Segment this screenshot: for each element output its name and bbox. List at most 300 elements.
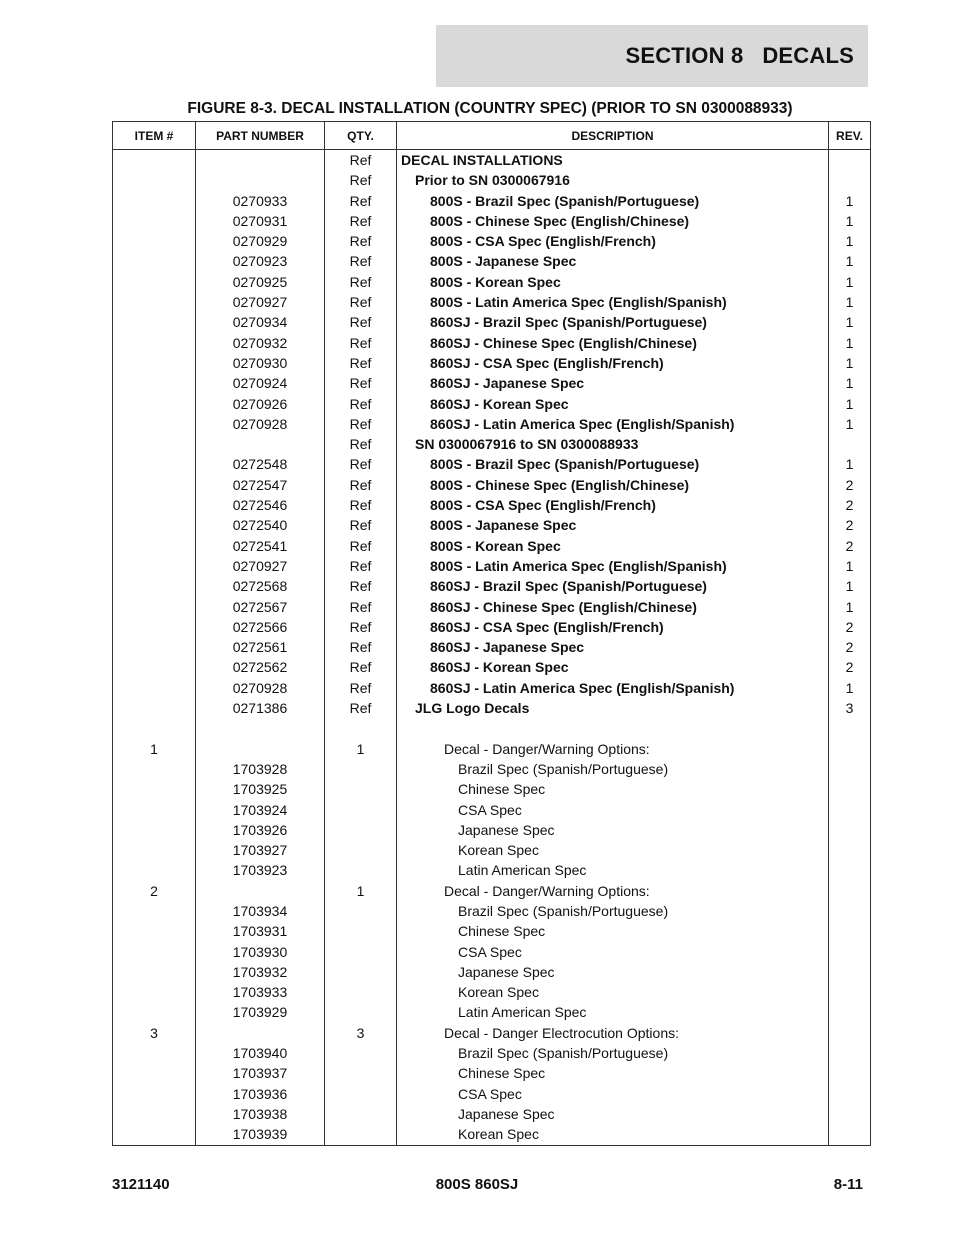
qty-cell: Ref	[325, 150, 397, 171]
part-number-cell: 0271386	[196, 698, 325, 718]
item-cell	[113, 1124, 196, 1144]
item-cell	[113, 1002, 196, 1022]
table-row	[113, 272, 871, 292]
item-cell	[113, 759, 196, 779]
item-cell	[113, 698, 196, 718]
table-row	[113, 1063, 871, 1083]
table-row	[113, 495, 871, 515]
description-cell: Chinese Spec	[397, 921, 829, 941]
filler-cell	[397, 1145, 829, 1146]
rev-cell: 3	[829, 698, 871, 718]
qty-cell: Ref	[325, 231, 397, 251]
description-cell: 860SJ - Latin America Spec (English/Spanish)	[397, 678, 829, 698]
description-cell: Latin American Spec	[397, 860, 829, 880]
rev-cell	[829, 759, 871, 779]
qty-cell: Ref	[325, 170, 397, 190]
qty-cell	[325, 1084, 397, 1104]
qty-cell: Ref	[325, 515, 397, 535]
part-number-cell: 0270931	[196, 211, 325, 231]
item-cell	[113, 394, 196, 414]
table-row	[113, 759, 871, 779]
qty-cell: Ref	[325, 657, 397, 677]
qty-cell: Ref	[325, 495, 397, 515]
description-cell: 860SJ - Brazil Spec (Spanish/Portuguese)	[397, 312, 829, 332]
description-cell: Korean Spec	[397, 1124, 829, 1144]
filler-cell	[113, 1145, 196, 1146]
rev-cell	[829, 1084, 871, 1104]
rev-cell	[829, 942, 871, 962]
part-number-cell: 0270926	[196, 394, 325, 414]
table-row	[113, 576, 871, 596]
table-row	[113, 657, 871, 677]
table-row	[113, 170, 871, 190]
description-cell: Brazil Spec (Spanish/Portuguese)	[397, 1043, 829, 1063]
qty-cell	[325, 800, 397, 820]
parts-table-body	[113, 150, 871, 1146]
rev-cell: 2	[829, 617, 871, 637]
table-row	[113, 292, 871, 312]
part-number-cell	[196, 1023, 325, 1043]
item-cell	[113, 942, 196, 962]
item-cell	[113, 191, 196, 211]
column-header-item: ITEM #	[113, 122, 196, 150]
description-cell: 800S - Chinese Spec (English/Chinese)	[397, 211, 829, 231]
description-cell: 800S - Korean Spec	[397, 272, 829, 292]
part-number-cell	[196, 881, 325, 901]
description-cell: Prior to SN 0300067916	[397, 170, 829, 190]
description-cell: CSA Spec	[397, 942, 829, 962]
table-row	[113, 556, 871, 576]
qty-cell	[325, 820, 397, 840]
description-cell: Decal - Danger/Warning Options:	[397, 881, 829, 901]
qty-cell	[325, 1124, 397, 1144]
rev-cell: 1	[829, 414, 871, 434]
qty-cell: Ref	[325, 333, 397, 353]
table-row	[113, 1043, 871, 1063]
rev-cell	[829, 800, 871, 820]
rev-cell	[829, 718, 871, 738]
qty-cell: 1	[325, 739, 397, 759]
item-cell	[113, 800, 196, 820]
description-cell: CSA Spec	[397, 800, 829, 820]
qty-cell	[325, 1104, 397, 1124]
table-row	[113, 515, 871, 535]
part-number-cell	[196, 718, 325, 738]
part-number-cell: 1703923	[196, 860, 325, 880]
description-cell: 860SJ - Brazil Spec (Spanish/Portuguese)	[397, 576, 829, 596]
part-number-cell: 0272566	[196, 617, 325, 637]
table-row	[113, 617, 871, 637]
description-cell: Decal - Danger/Warning Options:	[397, 739, 829, 759]
description-cell: 860SJ - Chinese Spec (English/Chinese)	[397, 333, 829, 353]
rev-cell: 1	[829, 556, 871, 576]
item-cell	[113, 1104, 196, 1124]
rev-cell: 1	[829, 373, 871, 393]
description-cell: 800S - Latin America Spec (English/Spanish)	[397, 556, 829, 576]
item-cell	[113, 231, 196, 251]
table-row	[113, 779, 871, 799]
description-cell: Chinese Spec	[397, 1063, 829, 1083]
item-cell	[113, 779, 196, 799]
item-cell	[113, 454, 196, 474]
qty-cell	[325, 840, 397, 860]
rev-cell	[829, 150, 871, 171]
description-cell: 860SJ - CSA Spec (English/French)	[397, 353, 829, 373]
qty-cell	[325, 1002, 397, 1022]
part-number-cell: 0272546	[196, 495, 325, 515]
table-row	[113, 698, 871, 718]
rev-cell	[829, 434, 871, 454]
qty-cell: Ref	[325, 292, 397, 312]
rev-cell	[829, 982, 871, 1002]
rev-cell: 1	[829, 394, 871, 414]
part-number-cell: 1703925	[196, 779, 325, 799]
qty-cell: Ref	[325, 678, 397, 698]
item-cell	[113, 1063, 196, 1083]
part-number-cell: 0272548	[196, 454, 325, 474]
table-row	[113, 373, 871, 393]
qty-cell: Ref	[325, 536, 397, 556]
table-row	[113, 921, 871, 941]
parts-table	[112, 121, 871, 1146]
item-cell	[113, 353, 196, 373]
table-row	[113, 901, 871, 921]
rev-cell	[829, 739, 871, 759]
footer-page-number: 8-11	[833, 1176, 863, 1193]
rev-cell	[829, 1124, 871, 1144]
qty-cell: Ref	[325, 251, 397, 271]
part-number-cell: 0272567	[196, 597, 325, 617]
item-cell	[113, 718, 196, 738]
table-row	[113, 942, 871, 962]
item-cell: 2	[113, 881, 196, 901]
item-cell	[113, 962, 196, 982]
part-number-cell: 0270927	[196, 292, 325, 312]
part-number-cell: 1703936	[196, 1084, 325, 1104]
table-row	[113, 1124, 871, 1144]
table-row	[113, 333, 871, 353]
item-cell	[113, 536, 196, 556]
filler-cell	[325, 1145, 397, 1146]
rev-cell: 1	[829, 272, 871, 292]
item-cell	[113, 211, 196, 231]
description-cell: 800S - CSA Spec (English/French)	[397, 495, 829, 515]
part-number-cell: 0270934	[196, 312, 325, 332]
rev-cell: 2	[829, 657, 871, 677]
item-cell	[113, 657, 196, 677]
qty-cell: 1	[325, 881, 397, 901]
qty-cell: Ref	[325, 597, 397, 617]
description-cell: 860SJ - Chinese Spec (English/Chinese)	[397, 597, 829, 617]
part-number-cell	[196, 150, 325, 171]
table-row	[113, 231, 871, 251]
rev-cell	[829, 1023, 871, 1043]
qty-cell: Ref	[325, 556, 397, 576]
part-number-cell: 0272540	[196, 515, 325, 535]
part-number-cell: 0270925	[196, 272, 325, 292]
table-row	[113, 394, 871, 414]
part-number-cell: 0270933	[196, 191, 325, 211]
part-number-cell	[196, 170, 325, 190]
part-number-cell: 1703928	[196, 759, 325, 779]
item-cell	[113, 901, 196, 921]
table-row	[113, 414, 871, 434]
item-cell	[113, 820, 196, 840]
part-number-cell: 0270928	[196, 678, 325, 698]
item-cell: 1	[113, 739, 196, 759]
item-cell	[113, 840, 196, 860]
part-number-cell: 1703937	[196, 1063, 325, 1083]
rev-cell: 1	[829, 353, 871, 373]
description-cell: 800S - Korean Spec	[397, 536, 829, 556]
table-row	[113, 1023, 871, 1043]
figure-title: FIGURE 8-3. DECAL INSTALLATION (COUNTRY SPEC) (PRIOR TO SN 0300088933)	[187, 100, 793, 117]
item-cell	[113, 556, 196, 576]
description-cell: Japanese Spec	[397, 1104, 829, 1124]
qty-cell: Ref	[325, 272, 397, 292]
column-header-part-number: PART NUMBER	[196, 122, 325, 150]
qty-cell: Ref	[325, 576, 397, 596]
rev-cell	[829, 921, 871, 941]
part-number-cell: 1703924	[196, 800, 325, 820]
footer-document-number: 3121140	[112, 1176, 170, 1193]
rev-cell	[829, 1104, 871, 1124]
description-cell: 800S - Brazil Spec (Spanish/Portuguese)	[397, 191, 829, 211]
description-cell: 860SJ - CSA Spec (English/French)	[397, 617, 829, 637]
part-number-cell: 1703933	[196, 982, 325, 1002]
qty-cell: Ref	[325, 698, 397, 718]
description-cell: Chinese Spec	[397, 779, 829, 799]
rev-cell	[829, 1002, 871, 1022]
part-number-cell: 0272547	[196, 475, 325, 495]
item-cell	[113, 921, 196, 941]
qty-cell	[325, 942, 397, 962]
qty-cell	[325, 921, 397, 941]
item-cell	[113, 333, 196, 353]
rev-cell: 1	[829, 678, 871, 698]
column-header-description: DESCRIPTION	[397, 122, 829, 150]
qty-cell: Ref	[325, 637, 397, 657]
qty-cell	[325, 779, 397, 799]
rev-cell	[829, 901, 871, 921]
table-row	[113, 211, 871, 231]
qty-cell: Ref	[325, 373, 397, 393]
rev-cell: 2	[829, 475, 871, 495]
rev-cell: 2	[829, 536, 871, 556]
item-cell	[113, 312, 196, 332]
qty-cell: Ref	[325, 434, 397, 454]
column-header-qty: QTY.	[325, 122, 397, 150]
part-number-cell: 0272568	[196, 576, 325, 596]
table-row	[113, 454, 871, 474]
item-cell	[113, 1084, 196, 1104]
qty-cell	[325, 718, 397, 738]
rev-cell	[829, 779, 871, 799]
rev-cell: 1	[829, 333, 871, 353]
rev-cell	[829, 820, 871, 840]
item-cell	[113, 860, 196, 880]
rev-cell	[829, 860, 871, 880]
item-cell	[113, 637, 196, 657]
table-row	[113, 962, 871, 982]
part-number-cell: 1703926	[196, 820, 325, 840]
section-title: SECTION 8 DECALS	[625, 43, 854, 68]
table-row	[113, 1084, 871, 1104]
description-cell	[397, 718, 829, 738]
part-number-cell: 1703929	[196, 1002, 325, 1022]
item-cell	[113, 251, 196, 271]
rev-cell: 1	[829, 211, 871, 231]
description-cell: Latin American Spec	[397, 1002, 829, 1022]
description-cell: 800S - Brazil Spec (Spanish/Portuguese)	[397, 454, 829, 474]
item-cell	[113, 617, 196, 637]
item-cell	[113, 678, 196, 698]
part-number-cell	[196, 434, 325, 454]
qty-cell	[325, 901, 397, 921]
item-cell	[113, 982, 196, 1002]
table-row	[113, 1002, 871, 1022]
qty-cell: 3	[325, 1023, 397, 1043]
rev-cell	[829, 1063, 871, 1083]
qty-cell: Ref	[325, 191, 397, 211]
qty-cell: Ref	[325, 617, 397, 637]
table-row	[113, 191, 871, 211]
rev-cell	[829, 1043, 871, 1063]
table-row	[113, 150, 871, 171]
table-row	[113, 637, 871, 657]
part-number-cell: 0270927	[196, 556, 325, 576]
qty-cell	[325, 982, 397, 1002]
table-row	[113, 353, 871, 373]
table-row	[113, 1104, 871, 1124]
item-cell	[113, 1043, 196, 1063]
part-number-cell: 0272562	[196, 657, 325, 677]
filler-cell	[829, 1145, 871, 1146]
description-cell: Brazil Spec (Spanish/Portuguese)	[397, 901, 829, 921]
description-cell: Brazil Spec (Spanish/Portuguese)	[397, 759, 829, 779]
table-row	[113, 312, 871, 332]
description-cell: 800S - Japanese Spec	[397, 515, 829, 535]
description-cell: 800S - Japanese Spec	[397, 251, 829, 271]
item-cell	[113, 150, 196, 171]
table-row	[113, 739, 871, 759]
qty-cell: Ref	[325, 394, 397, 414]
part-number-cell: 0270924	[196, 373, 325, 393]
qty-cell: Ref	[325, 475, 397, 495]
table-row	[113, 251, 871, 271]
part-number-cell	[196, 739, 325, 759]
qty-cell	[325, 1043, 397, 1063]
table-filler-row	[113, 1145, 871, 1146]
rev-cell: 1	[829, 292, 871, 312]
description-cell: JLG Logo Decals	[397, 698, 829, 718]
item-cell	[113, 515, 196, 535]
description-cell: Decal - Danger Electrocution Options:	[397, 1023, 829, 1043]
qty-cell	[325, 962, 397, 982]
column-header-rev: REV.	[829, 122, 871, 150]
footer-model: 800S 860SJ	[435, 1176, 519, 1193]
qty-cell	[325, 860, 397, 880]
rev-cell: 1	[829, 251, 871, 271]
table-row	[113, 434, 871, 454]
table-row	[113, 597, 871, 617]
description-cell: SN 0300067916 to SN 0300088933	[397, 434, 829, 454]
section-header	[436, 25, 868, 87]
part-number-cell: 1703939	[196, 1124, 325, 1144]
part-number-cell: 1703930	[196, 942, 325, 962]
qty-cell: Ref	[325, 353, 397, 373]
part-number-cell: 1703927	[196, 840, 325, 860]
item-cell	[113, 414, 196, 434]
description-cell: 860SJ - Latin America Spec (English/Spanish)	[397, 414, 829, 434]
item-cell	[113, 475, 196, 495]
table-row	[113, 475, 871, 495]
rev-cell: 1	[829, 191, 871, 211]
item-cell	[113, 272, 196, 292]
part-number-cell: 0272541	[196, 536, 325, 556]
qty-cell	[325, 1063, 397, 1083]
qty-cell: Ref	[325, 454, 397, 474]
filler-cell	[196, 1145, 325, 1146]
rev-cell	[829, 170, 871, 190]
table-header-row	[113, 122, 871, 150]
rev-cell	[829, 881, 871, 901]
description-cell: 860SJ - Korean Spec	[397, 657, 829, 677]
item-cell	[113, 576, 196, 596]
part-number-cell: 1703934	[196, 901, 325, 921]
rev-cell: 1	[829, 576, 871, 596]
table-row	[113, 840, 871, 860]
description-cell: Korean Spec	[397, 982, 829, 1002]
description-cell: 860SJ - Korean Spec	[397, 394, 829, 414]
description-cell: Korean Spec	[397, 840, 829, 860]
part-number-cell: 1703938	[196, 1104, 325, 1124]
item-cell: 3	[113, 1023, 196, 1043]
part-number-cell: 0270932	[196, 333, 325, 353]
part-number-cell: 0272561	[196, 637, 325, 657]
table-row	[113, 718, 871, 738]
part-number-cell: 0270930	[196, 353, 325, 373]
table-row	[113, 982, 871, 1002]
rev-cell: 1	[829, 454, 871, 474]
part-number-cell: 0270923	[196, 251, 325, 271]
table-row	[113, 881, 871, 901]
rev-cell: 2	[829, 515, 871, 535]
qty-cell: Ref	[325, 211, 397, 231]
rev-cell	[829, 840, 871, 860]
description-cell: 800S - CSA Spec (English/French)	[397, 231, 829, 251]
item-cell	[113, 434, 196, 454]
table-row	[113, 860, 871, 880]
rev-cell: 1	[829, 312, 871, 332]
item-cell	[113, 292, 196, 312]
part-number-cell: 1703932	[196, 962, 325, 982]
part-number-cell: 1703931	[196, 921, 325, 941]
rev-cell	[829, 962, 871, 982]
rev-cell: 1	[829, 231, 871, 251]
description-cell: 800S - Latin America Spec (English/Spanish)	[397, 292, 829, 312]
table-row	[113, 678, 871, 698]
item-cell	[113, 495, 196, 515]
rev-cell: 1	[829, 597, 871, 617]
qty-cell: Ref	[325, 312, 397, 332]
description-cell: 800S - Chinese Spec (English/Chinese)	[397, 475, 829, 495]
part-number-cell: 0270928	[196, 414, 325, 434]
table-row	[113, 800, 871, 820]
qty-cell	[325, 759, 397, 779]
description-cell: Japanese Spec	[397, 962, 829, 982]
description-cell: CSA Spec	[397, 1084, 829, 1104]
